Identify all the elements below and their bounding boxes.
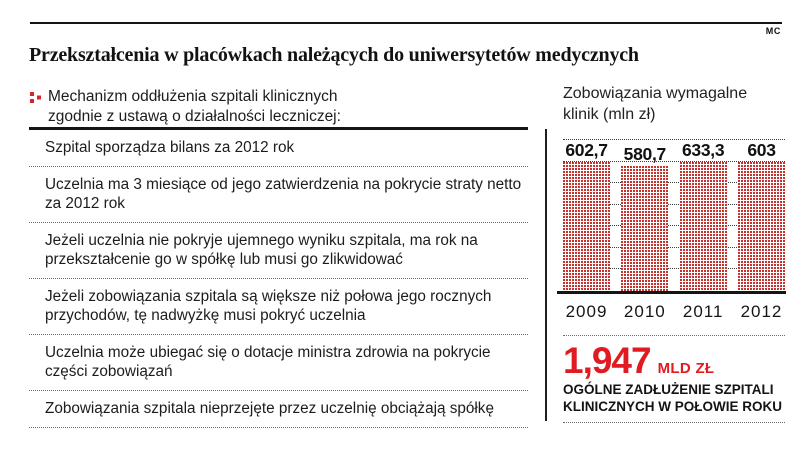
column-divider: [545, 129, 547, 421]
lead-line-2: zgodnie z ustawą o działalności leczniczej:: [48, 108, 341, 125]
chart-plot: [563, 140, 785, 291]
separator-dotted: [563, 335, 785, 336]
list-item: Uczelnia ma 3 miesiące od jego zatwierdzenia na pokrycie straty netto za 2012 rok: [29, 167, 528, 223]
bar: [563, 162, 610, 291]
x-axis-tick-label: 2009: [565, 302, 608, 321]
list-item: Szpital sporządza bilans za 2012 rok: [29, 130, 528, 167]
lead-line-1: Mechanizm oddłużenia szpitali klinicznych: [48, 88, 338, 105]
x-axis-tick-label: 2011: [682, 302, 724, 321]
bar: [738, 162, 785, 291]
total-caption: OGÓLNE ZADŁUŻENIE SZPITALI KLINICZNYCH W POŁOWIE ROKU: [563, 382, 782, 414]
bar-column: [738, 140, 785, 291]
mechanism-steps-list: [29, 130, 528, 428]
bar-value-label: 580,7: [623, 143, 666, 164]
chart-baseline: [557, 291, 786, 294]
total-value: 1,947: [563, 340, 651, 381]
bar: [680, 162, 727, 291]
total-row: [563, 340, 785, 381]
chart-title: Zobowiązania wymagalne klinik (mln zł): [563, 85, 748, 123]
bar-chart: [563, 140, 785, 322]
list-item: Jeżeli uczelnia nie pokryje ujemnego wyniku szpitala, ma rok na przekształcenie go w spółkę lub musi go zlikwidować: [29, 223, 528, 279]
x-axis-tick-label: 2010: [623, 302, 666, 321]
mechanism-panel: [29, 87, 528, 428]
bar: [621, 166, 668, 291]
bar-column: [680, 140, 727, 291]
top-rule: [30, 22, 782, 24]
list-item: Zobowiązania szpitala nieprzejęte przez uczelnię obciążają spółkę: [29, 391, 528, 428]
panel-lead: [29, 87, 528, 127]
total-unit: MLD ZŁ: [657, 360, 715, 377]
triple-dot-bullet-icon: [30, 92, 34, 96]
chart-bars: [563, 140, 785, 291]
x-axis-tick-label: 2012: [740, 302, 783, 321]
list-item: Jeżeli zobowiązania szpitala są większe niż połowa jego rocznych przychodów, tę nadwyżkę musi pokryć uczelnia: [29, 279, 528, 335]
bar-column: [621, 140, 668, 291]
list-item: Uczelnia może ubiegać się o dotacje ministra zdrowia na pokrycie części zobowiązań: [29, 335, 528, 391]
separator-dotted: [563, 422, 785, 423]
bar-value-label: 602,7: [565, 140, 608, 160]
credit-label: MC: [765, 26, 781, 36]
chart-panel: [563, 84, 785, 423]
bar-value-label: 603: [747, 140, 776, 160]
page-title: Przekształcenia w placówkach należących do uniwersytetów medycznych: [29, 44, 639, 67]
bar-column: [563, 140, 610, 291]
bar-value-label: 633,3: [682, 140, 725, 160]
total-debt-block: [563, 340, 785, 415]
chart-x-axis: [563, 302, 785, 322]
